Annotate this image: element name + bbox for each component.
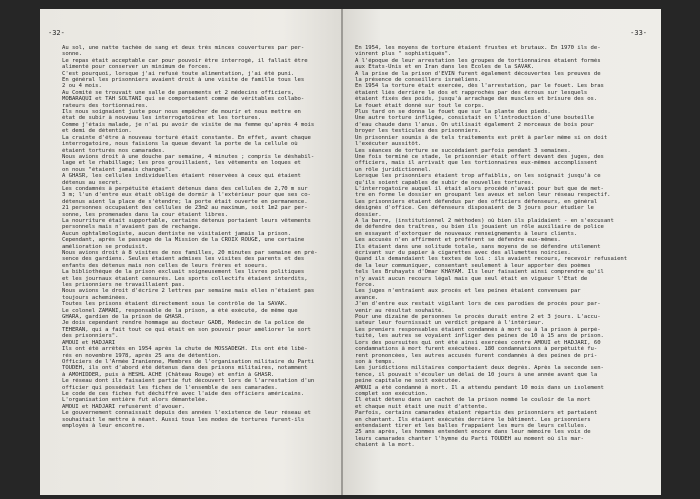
text-line: Les premiers responsables étaient condamnés à mort ou à la prison à perpé- <box>355 326 601 333</box>
text-line: n'y avait aucun recours légal mais que seul était en vigueur l'État de <box>355 275 588 282</box>
text-line: lage et le rhabillage; les pros grouillaient, les vêtements en loques et <box>62 160 301 167</box>
text-line: état de subir à nouveau les interrogatoires et les tortures. <box>62 115 262 122</box>
page-text <box>355 45 651 449</box>
text-line: désignés d'office. Ces défenseurs disposaient de 3 jours pour étudier le <box>355 205 594 212</box>
text-line: 2 ou 4 mois. <box>62 83 102 90</box>
text-line: Plus tard on se donna le fouet que sur la plante des pieds. <box>355 109 551 116</box>
text-line: chaient à la mort. <box>355 442 415 449</box>
text-line: en essayant d'extorquer de nouveaux renseignements à leurs clients. <box>355 230 578 237</box>
text-line: AMOUI a été condamné à mort. Il a attendu pendant 10 mois dans un isolement <box>355 384 604 391</box>
text-line: leurs camarades chanter l'hymne du Parti TOUDEH au moment où ils mar- <box>355 435 584 442</box>
text-line: Une autre torture infligée, consistait en l'introduction d'une bouteille <box>355 115 594 122</box>
text-line: enfants des détenus mais non celles de leurs frères et soeurs. <box>62 262 268 269</box>
text-line: Nous avions le droit d'écrire 2 lettres par semaine mais elles n'étaient pas <box>62 288 315 295</box>
text-line: force. <box>355 282 375 289</box>
text-line: la présence de conseillers israéliens. <box>355 77 482 84</box>
text-line: son à temps. <box>355 358 395 365</box>
text-line: qu'ils soient capables de subir de nouvelles tortures. <box>355 179 535 186</box>
text-line: employés à leur encontre. <box>62 422 145 429</box>
text-line: officiers, mais il arrivait que les tortionnaires eux-mêmes accomplissent <box>355 160 598 167</box>
text-line: Les prisonniers étaient défendus par des officiers défenseurs, en général <box>355 198 598 205</box>
text-line: tels les Bruhayats d'Omar KHAYAM. Ils leur faisaient ainsi comprendre qu'il <box>355 269 604 276</box>
text-line: A l'époque de leur arrestation les groupes de tortionnaires étaient formés <box>355 57 601 64</box>
text-line: rent prononcées, les autres accusés furent condamnés à des peines de pri- <box>355 352 598 359</box>
text-line: C'est pourquoi, lorsque j'ai refusé toute alimentation, j'ai été puni. <box>62 70 295 77</box>
text-line: toujours acheminées. <box>62 294 129 301</box>
text-line: et demi de détention. <box>62 128 132 135</box>
text-line: MOBARAQUI et TAH SOLTANI qui se comportaient comme de véritables collabo- <box>62 96 305 103</box>
text-line: on nous "étaient jamais changés". <box>62 166 172 173</box>
text-line: La bibliothèque de la prison excluait soigneusement les livres politiques <box>62 269 305 276</box>
text-line: AMOUI et HADJARI <box>62 339 116 346</box>
text-line: à AMOHIDDER, puis à HESHL ACHE (Château Rouge) et enfin à GHASR. <box>62 371 275 378</box>
text-line: Un prisonnier soumis à de tels traitements est prêt à parler même si on doit <box>355 134 608 141</box>
text-line: L'interrogatoire auquel il était alors procédé n'avait pour but que de met- <box>355 185 604 192</box>
text-line: TEHERAN, qui a fait tout ce qui était en son pouvoir pour améliorer le sort <box>62 326 311 333</box>
text-line: Une fois terminé ce stade, le prisonnier était offert devant des juges, des <box>355 153 604 160</box>
text-line: interrogatoire, nous faisions la queue devant la porte de la cellule où <box>62 141 298 148</box>
text-line: entendaient tirer et les balles frappaient les murs de leurs cellules. <box>355 422 588 429</box>
text-line: Les accusés n'en affirment et préfèrent se défendre eux-mêmes. <box>355 237 561 244</box>
text-line: un rôle juridictionnel. <box>355 166 432 173</box>
text-line: Nous avions droit à une douche par semaine, 4 minutes ; compris le déshabil- <box>62 153 315 160</box>
text-line: GHARA, gardien de la prison de GHASR. <box>62 314 185 321</box>
text-line: rateurs des tortionnaires. <box>62 102 149 109</box>
text-line: La nourriture était supportable, certains détenus portaient leurs vêtements <box>62 217 311 224</box>
text-line: officier qui possédait les fiches de l'ensemble de ses camarades. <box>62 384 278 391</box>
text-line: dossier. <box>355 211 382 218</box>
text-line: tence, il pouvait s'écouler un délai de 10 jours à une année avant que la <box>355 371 598 378</box>
text-line: J'en d'entre eux restait vigilant lors de ces parodies de procès pour par- <box>355 301 601 308</box>
text-line: Les juges n'entraient aux procès et les peines étaient convenues par <box>355 288 581 295</box>
text-line: Je dois cependant rendre hommage au docteur GADB, Médecin de la police de <box>62 320 305 327</box>
text-line: alimenté pour conserver un minimum de forces. <box>62 64 212 71</box>
text-line: broyer les testicules des prisonniers. <box>355 128 482 135</box>
text-line: d'eau chaude dans l'anus. On utilisait également 2 morceaux de bois pour <box>355 121 594 128</box>
text-line: Au sol, une natte tachée de sang et deux très minces couvertures par per- <box>62 45 305 51</box>
text-line: sence des gardiens. Seules étaient admises les visites des parents et des <box>62 256 305 263</box>
text-line: A GHASR, les cellules individuelles étaient réservées à ceux qui étaient <box>62 173 301 180</box>
text-line: aux Etats-Unis et en Iran dans les Ecoles de la SAVAK. <box>355 64 535 71</box>
text-line: vinrent plus " sophistiqués". <box>355 51 452 58</box>
text-line: l'exécuter aussitôt. <box>355 141 422 148</box>
text-line: Le repas était acceptable car pour pouvoir être interrogé, il fallait être <box>62 57 308 64</box>
text-line: rés en novembre 1978, après 25 ans de détention. <box>62 352 222 359</box>
text-line: complet son exécution. <box>355 390 428 397</box>
text-line: Le fouet était donné sur tout le corps. <box>355 102 485 109</box>
right-page <box>343 9 661 495</box>
text-line: amélioration se produisit. <box>62 243 149 250</box>
text-line: en chantant. Ils étaient exécutés derrière le bâtiment. Les prisonniers <box>355 416 591 423</box>
page-number: -33- <box>630 29 647 37</box>
text-line: et les journaux étaient censurés. Les sports collectifs étaient interdits, <box>62 275 308 282</box>
text-line: Le gouvernement connaissait depuis des années l'existence de leur réseau et <box>62 410 311 417</box>
text-line: Il était détenu dans un cachot de la prison nommé le couloir de la mort <box>355 397 591 404</box>
text-line: sateur leur fournissait un verdict préparé à l'intérieur. <box>355 320 545 327</box>
text-line: souhaitait le mettre à néant. Aussi tous les modes de tortures furent-ils <box>62 416 305 423</box>
text-line: En 1954 la torture était exercée, dès l'arrestation, par le fouet. Les bras <box>355 83 604 90</box>
text-line: Le code de ces fiches fut déchiffré avec l'aide des officiers américains. <box>62 390 305 397</box>
text-line: Toutes les prisons étaient directement sous le contrôle de la SAVAK. <box>62 301 288 308</box>
text-line: En général les prisonniers avaient droit à une visite de famille tous les <box>62 77 305 84</box>
text-line: La crainte d'être à nouveau torturé était constante. En effet, avant chaque <box>62 134 311 141</box>
text-line: tre en forme le dossier en groupant les aveux et selon leur réseau respectif. <box>355 192 611 199</box>
text-line: détenus au secret. <box>62 179 122 186</box>
text-line: de la leur communiquer, consentant seulement à leur apporter des poèmes <box>355 262 591 269</box>
text-line: 21 personnes occupaient des cellules de 23m2 au maximum, soit 1m2 par per- <box>62 205 308 212</box>
text-line: personnels mais n'avaient pas de rechange. <box>62 224 202 231</box>
text-line: Au Comité se trouvait une salle de pansements et 2 médecins officiers, <box>62 89 295 96</box>
text-line: L'organisation entière fut alors démantelée. <box>62 397 208 404</box>
text-line: Les condamnés à perpétuité étaient détenus dans des cellules de 2,70 m sur <box>62 185 308 192</box>
text-line: A la barre, (institutionnel 2 méthodes) où bien ils plaidaient - en s'excusant <box>355 217 614 224</box>
page-number: -32- <box>48 29 65 37</box>
text-line: 3 m; l'un d'entre eux était obligé de dormir à l'extérieur pour que ses co- <box>62 192 311 199</box>
text-line: écrivant sur du papier à cigarettes avec des allumettes noircies. <box>355 250 571 256</box>
text-line: condamnations à mort furent exécutées. 180 condamnations à perpétuité fu- <box>355 346 598 353</box>
text-line: venir au résultat souhaité. <box>355 307 445 314</box>
text-line: Ils ont été arrêtés en 1954 après la chute de MOSSADEGH. Ils ont été libé- <box>62 346 308 353</box>
text-line: sonne, les promenades dans la cour étaient libres. <box>62 211 228 218</box>
text-line: peine capitale ne soit exécutée. <box>355 378 462 385</box>
text-line: Aucun ophtalmologiste, aucun dentiste ne visitaient jamais la prison. <box>62 230 291 237</box>
text-line: de défendre des traîtres, ou bien ils jouaient un rôle auxiliaire de police <box>355 224 604 231</box>
text-line: Comme j'étais malade, je n'ai pu avoir de visite de ma femme qu'après 4 mois <box>62 121 315 128</box>
text-line: les prisonniers ne travaillaient pas. <box>62 282 185 289</box>
text-line: Officiers de l'Armée Iranienne, Membres de l'organisation militaire du Parti <box>62 358 315 365</box>
text-line: Cependant, après le passage de la Mission de la CROIX ROUGE, une certaine <box>62 237 305 244</box>
text-line: sonne. <box>62 51 82 58</box>
text-line: Les juridictions militaires comportaient deux degrés. Après la seconde sen- <box>355 365 604 372</box>
text-line: et chaque nuit était une nuit d'attente. <box>355 403 488 410</box>
text-line: tuité, les autres se voyaient infliger des peines de 10 à 15 ans de prison. <box>355 333 604 340</box>
text-line: Les séances de torture se succédaient parfois pendant 3 semaines. <box>355 147 571 154</box>
text-line: Le réseau dont ils faisaient partie fut découvert lors de l'arrestation d'un <box>62 378 315 385</box>
text-line: En 1954, les moyens de torture étaient frustes et brutaux. En 1970 ils de- <box>355 45 601 51</box>
text-line: détenus aient la place de s'étendre; la porte était ouverte en permanence. <box>62 198 308 205</box>
text-line: TOUDEH, ils ont d'abord été détenus dans des prisons militaires, notamment <box>62 365 308 372</box>
text-line: AMOUI et HADJARI refusèrent d'avouer. <box>62 403 185 410</box>
text-line: Lorsque les prisonniers étaient trop affaiblis, on les soignait jusqu'à ce <box>355 173 601 180</box>
text-line: Ils étaient dans une solitude totale, sans moyens de se défendre utilement <box>355 243 601 250</box>
text-line: 25 ans après, les hommes entendent encore dans leur mémoire les voix de <box>355 429 591 436</box>
text-line: étaient torturés nos camarades. <box>62 147 165 154</box>
text-line: Pour une dizaine de personnes le procès durait entre 2 et 3 jours. L'accu- <box>355 314 601 321</box>
left-page <box>40 9 343 495</box>
text-line: Parfois, certains camarades étaient répartis des prisonniers et partaient <box>355 410 598 417</box>
text-line: Quand ils demandaient les textes de loi : ils avaient recours, recevoir refusaient <box>355 256 628 263</box>
text-line: Lors des poursuites qui ont été ainsi exercées contre AMOUI et HADJARI, 60 <box>355 339 601 346</box>
text-line: étaient liés derrière le dos et rapprochés par des écrous sur lesquels <box>355 89 588 96</box>
text-line: Nous avions droit à 8 visites de nos familles, 20 minutes par semaine en pré- <box>62 250 318 256</box>
text-line: Le colonel ZAMANI, responsable de la prison, a été exécuté, de même que <box>62 307 298 314</box>
page-text <box>62 45 337 429</box>
text-line: avance. <box>355 294 379 301</box>
text-line: étaient fixés des poids, jusqu'à arrachage des muscles et brisure des os. <box>355 96 598 103</box>
text-line: Ils nous soignaient juste pour nous empêcher de mourir et nous mettre en <box>62 109 301 116</box>
text-line: A la prise de la prison d'EVIN furent également découvertes les preuves de <box>355 70 601 77</box>
text-line: des prisonniers". <box>62 333 119 340</box>
